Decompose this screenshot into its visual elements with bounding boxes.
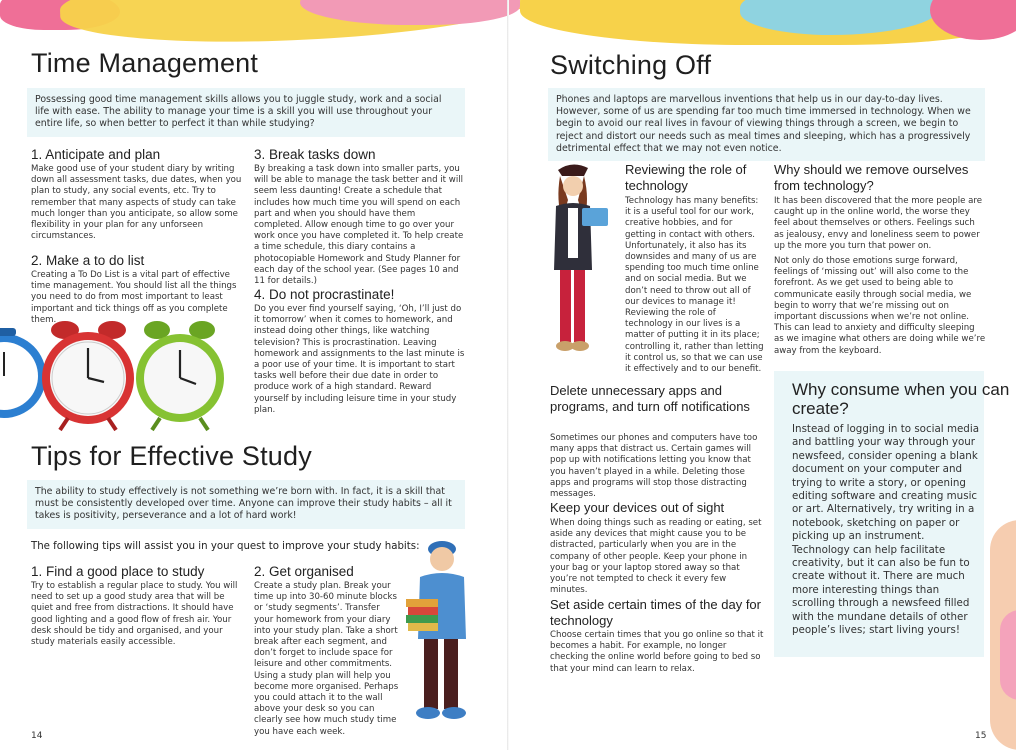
text-delete-apps: Sometimes our phones and computers have too many apps that distract us. Certain games will pop up with notifications letting you know that you haven’t played in a while. Deleting those apps and programs will stop those distracting messages. (550, 433, 758, 500)
text-out-of-sight: When doing things such as reading or eating, set aside any devices that might cause you to be distracted, particularly when you are in the company of other people. Keep your phone in your bag or your laptop stored away so that you’re not tempted to check it every few minutes. (550, 518, 762, 596)
heading-procrastinate: 4. Do not procrastinate! (254, 287, 395, 302)
blue-clock-icon (0, 328, 46, 418)
hat-icon (558, 164, 588, 176)
text-get-organised: Create a study plan. Break your time up into 30-60 minute blocks or ‘study segments’. Transfer your homework from your diary into your study plan. Take a short break after each segment, and don’t forget to include space for leisure and other commitments. Using a study plan will help you become more organised. Perhaps you could attach it to the wall above your desk so you can clearly see how much study time you have each week. (254, 581, 399, 737)
green-clock-icon (136, 321, 224, 430)
tablet-icon (582, 208, 608, 226)
heading-why-remove: Why should we remove ourselves from technology? (774, 162, 969, 193)
heading-to-do-list: 2. Make a to do list (31, 253, 145, 268)
text-why-remove: It has been discovered that the more people are caught up in the online world, the worse they feel about themselves or others. Feelings such as jealousy, envy and loneliness seem to power up the more you turn that power on. (774, 196, 983, 251)
heading-out-of-sight: Keep your devices out of sight (550, 500, 725, 515)
heading-switching-off: Switching Off (550, 50, 712, 80)
heading-set-aside-times: Set aside certain times of the day for technology (550, 597, 761, 628)
text-procrastinate: Do you ever find yourself saying, ‘Oh, I’ll just do it tomorrow’ when it comes to homework, and instead doing other things, like watching television? This is procrastination. Leaving homework and assignments to the last minute is a poor use of your time. It is important to start tasks well before their due date in order to produce work of a high standard. Reward yourself by including leisure time in your study plan. (254, 304, 465, 415)
page-number-left: 14 (31, 731, 43, 741)
red-clock-icon (42, 321, 134, 430)
text-to-do-list: Creating a To Do List is a vital part of effective time management. You should list all the things you need to do from most important to least important and tick things off as you complete them. (31, 270, 237, 325)
page-number-right: 15 (975, 731, 987, 741)
paint-splash-pink-edge (1000, 610, 1016, 700)
heading-delete-apps: Delete unnecessary apps and programs, and turn off notifications (550, 383, 750, 414)
text-anticipate-plan: Make good use of your student diary by writing down all assessment tasks, due dates, when you plan to study, any social events, etc. Try to remember that many aspects of study can take much longer than you anticipate, so allow some flexibility in your plan for any unforseen circumstances. (31, 164, 242, 242)
heading-good-place: 1. Find a good place to study (31, 564, 205, 579)
heading-reviewing-role: Reviewing the role of technology (625, 162, 747, 193)
intro-time-management: Possessing good time management skills allows you to juggle study, work and a social life with ease. The ability to manage your time is a skill you will use throughout your entire life, so when better to perfect it than while studying? (27, 88, 465, 137)
heading-time-management: Time Management (31, 48, 259, 78)
student-with-tablet-illustration (538, 160, 618, 356)
heading-effective-study: Tips for Effective Study (31, 441, 312, 471)
heading-anticipate-plan: 1. Anticipate and plan (31, 147, 161, 162)
text-break-tasks: By breaking a task down into smaller parts, you will be able to manage the task better and it will seem less daunting! Create a schedule that includes how much time you will spend on each part and when you should have them completed. Allow enough time to go over your work once you have completed it. To help create a time schedule, this diary contains a photocopiable Homework and Study Planner for each day of the school year. (See pages 10 and 11 for details.) (254, 164, 464, 287)
text-why-consume: Instead of logging in to social media and battling your way through your newsfeed, consider opening a blank document on your computer and trying to write a story, or opening editing software and creating music or art. Alternatively, try writing in a notebook, sketching on paper or picking up an instrument. Technology can help facilitate creativity, but it can also be fun to create without it. There are much more interesting things than scrolling through a newsfeed filled with the mundane details of other people’s lives; start living yours! (792, 423, 980, 637)
text-why-remove-2: Not only do those emotions surge forward, feelings of ‘missing out’ will also come to the forefront. As we get used to being able to communicate easily through social media, we begin to worry that we’re missing out on important discussions when we’re not online. This can lead to anxiety and difficulty sleeping as we imagine what others are doing while we’re away from the keyboard. (774, 256, 986, 356)
page-gutter (507, 0, 509, 750)
text-set-aside-times: Choose certain times that you go online so that it becomes a habit. For example, no longer checking the online world before going to bed so that your mind can learn to relax. (550, 630, 764, 674)
heading-break-tasks: 3. Break tasks down (254, 147, 376, 162)
alarm-clocks-illustration (0, 318, 224, 436)
heading-get-organised: 2. Get organised (254, 564, 354, 579)
intro-effective-study: The ability to study effectively is not something we’re born with. In fact, it is a skill that must be consistently developed over time. Anyone can improve their study habits – all it takes is positivity, perseverance and a lot of hard work! (27, 480, 465, 529)
student-with-books-illustration (400, 535, 480, 725)
intro-switching-off: Phones and laptops are marvellous inventions that help us in our day-to-day lives. However, some of us are spending far too much time immersed in technology. When we begin to avoid our real lives in favour of viewing things through a screen, we begin to reject and distort our needs such as meal times and sleeping, which has a progressively detrimental effect that we may not even notice. (548, 88, 985, 161)
text-good-place: Try to establish a regular place to study. You will need to set up a good study area that will be quiet and free from distractions. It should have good lighting and a good flow of fresh air. Your desk should be tidy and organised, and your study materials easily accessible. (31, 581, 238, 648)
text-reviewing-role: Technology has many benefits: it is a useful tool for our work, creative hobbies, and for getting in contact with others. Unfortunately, it also has its downsides and many of us are spending too much time online and on social media. But we don’t need to throw out all of our devices to manage it! Reviewing the role of technology in our lives is a matter of putting it in its place; controlling it, rather than letting it control us, so that we can use it effectively and to our benefit. (625, 196, 764, 375)
lead-study-tips: The following tips will assist you in your quest to improve your study habits: (31, 541, 420, 552)
heading-why-consume: Why consume when you can create? (792, 380, 1010, 418)
